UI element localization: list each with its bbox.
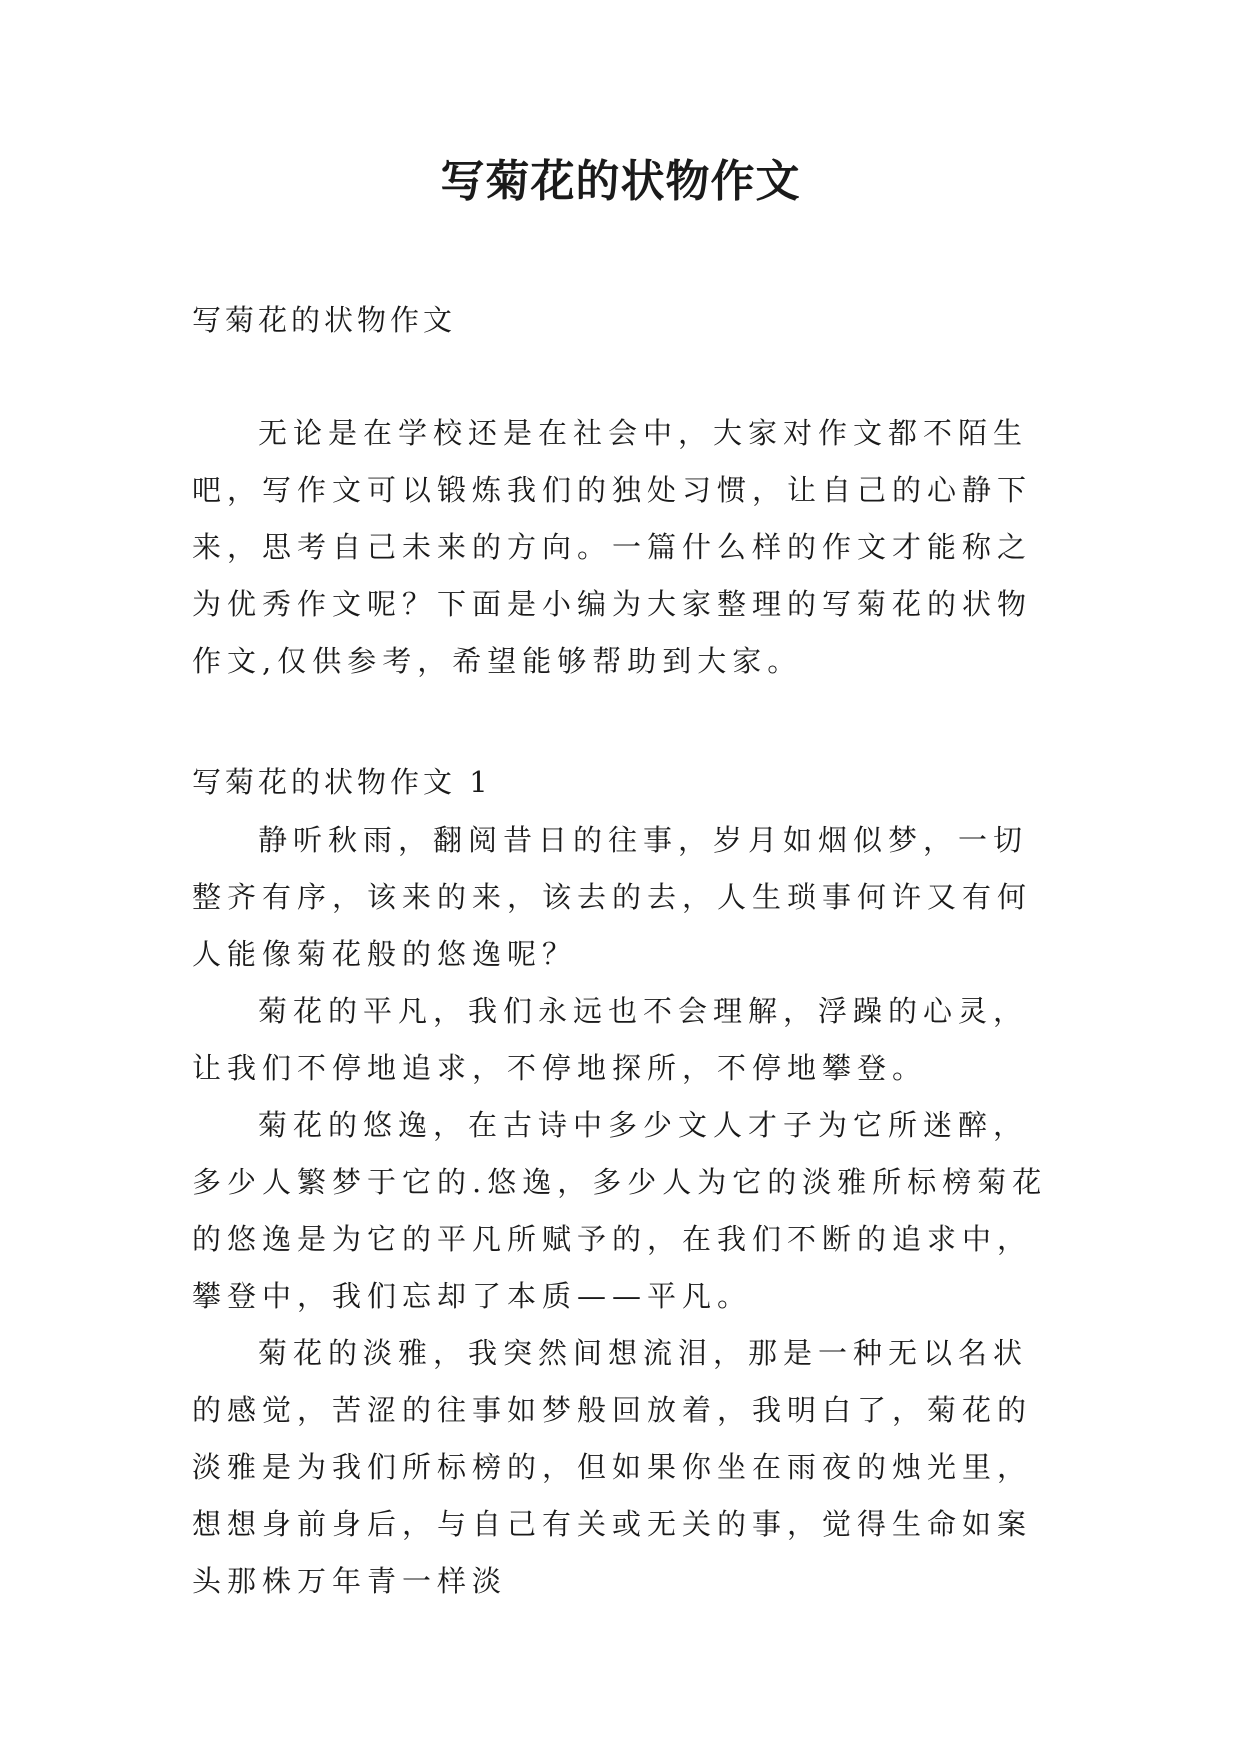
essay-paragraph: 菊花的平凡，我们永远也不会理解，浮躁的心灵，让我们不停地追求，不停地探所，不停地攀登。 [192, 994, 1029, 1085]
section-heading: 写菊花的状物作文 1 [192, 765, 492, 799]
essay-body [192, 812, 1062, 1610]
essay-paragraph: 静听秋雨，翻阅昔日的往事，岁月如烟似梦，一切整齐有序，该来的来，该去的去，人生琐事何许又有何人能像菊花般的悠逸呢？ [192, 823, 1033, 971]
essay-paragraph: 菊花的悠逸，在古诗中多少文人才子为它所迷醉，多少人繁梦于它的.悠逸，多少人为它的淡雅所标榜菊花的悠逸是为它的平凡所赋予的，在我们不断的追求中，攀登中，我们忘却了本质——平凡。 [192, 1108, 1048, 1313]
document-subtitle: 写菊花的状物作文 [192, 303, 457, 337]
essay-paragraph: 菊花的淡雅，我突然间想流泪，那是一种无以名状的感觉，苦涩的往事如梦般回放着，我明白了，菊花的淡雅是为我们所标榜的，但如果你坐在雨夜的烛光里，想想身前身后，与自己有关或无关的事，觉得生命如案头那株万年青一样淡 [192, 1336, 1033, 1598]
document-title: 写菊花的状物作文 [440, 156, 801, 207]
intro-paragraph: 无论是在学校还是在社会中，大家对作文都不陌生吧，写作文可以锻炼我们的独处习惯，让自己的心静下来，思考自己未来的方向。一篇什么样的作文才能称之为优秀作文呢？下面是小编为大家整理的写菊花的状物作文,仅供参考，希望能够帮助到大家。 [192, 416, 1033, 678]
